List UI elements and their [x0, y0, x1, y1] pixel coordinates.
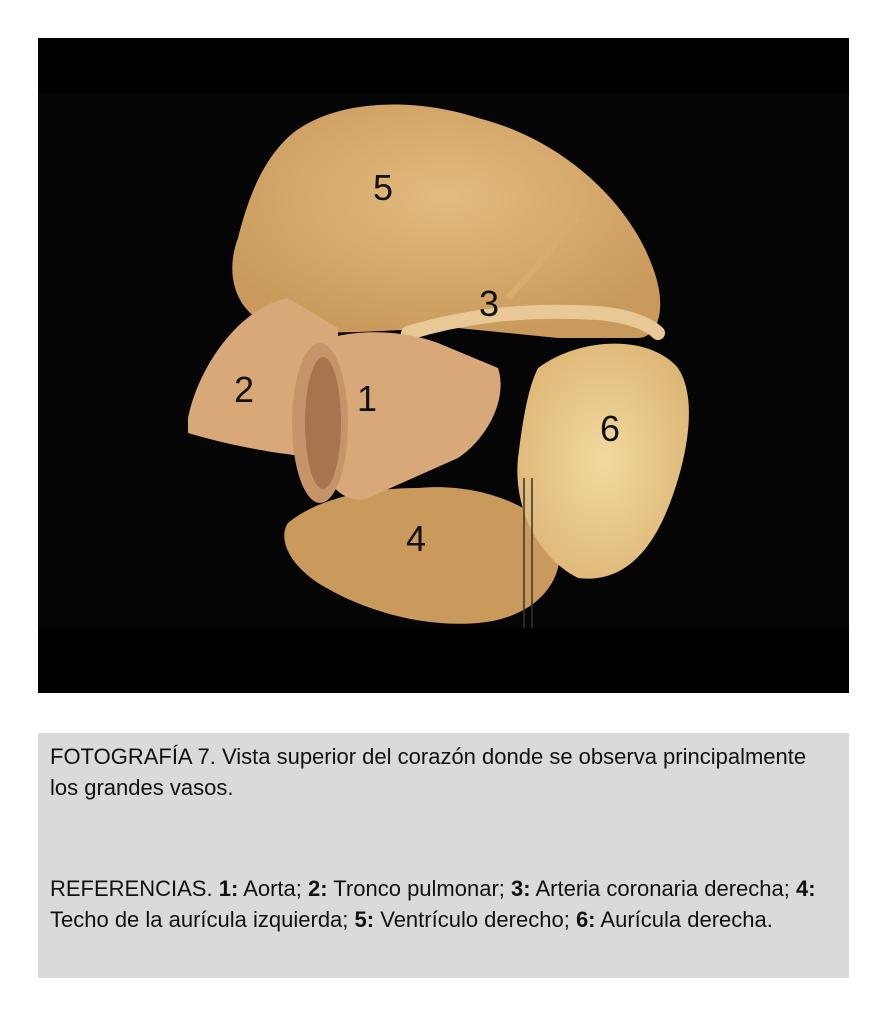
ref-number: 2:: [308, 876, 328, 901]
label-6: 6: [600, 408, 621, 449]
label-2: 2: [234, 369, 255, 410]
ref-text: Ventrículo derecho;: [380, 907, 570, 932]
label-4: 4: [406, 518, 427, 559]
ref-number: 1:: [218, 876, 239, 901]
ref-number: 3:: [511, 876, 531, 901]
references: [50, 873, 837, 935]
ref-text: Aurícula derecha.: [600, 907, 773, 932]
label-1: 1: [357, 378, 378, 419]
ref-number: 6:: [575, 907, 596, 932]
ref-text: Techo de la aurícula izquierda;: [50, 907, 349, 932]
caption-box: [38, 733, 849, 978]
references-intro: REFERENCIAS.: [50, 876, 213, 901]
label-5: 5: [373, 167, 394, 208]
label-3: 3: [479, 283, 500, 324]
ref-text: Tronco pulmonar;: [333, 876, 505, 901]
heart-specimen-illustration: [38, 38, 849, 693]
ref-number: 4:: [795, 876, 816, 901]
ref-text: Aorta;: [243, 876, 302, 901]
heart-photo: [38, 38, 849, 693]
ref-text: Arteria coronaria derecha;: [535, 876, 790, 901]
ref-number: 5:: [354, 907, 375, 932]
caption-title: FOTOGRAFÍA 7. Vista superior del corazón donde se observa principalmente los grandes vasos.: [50, 744, 807, 800]
